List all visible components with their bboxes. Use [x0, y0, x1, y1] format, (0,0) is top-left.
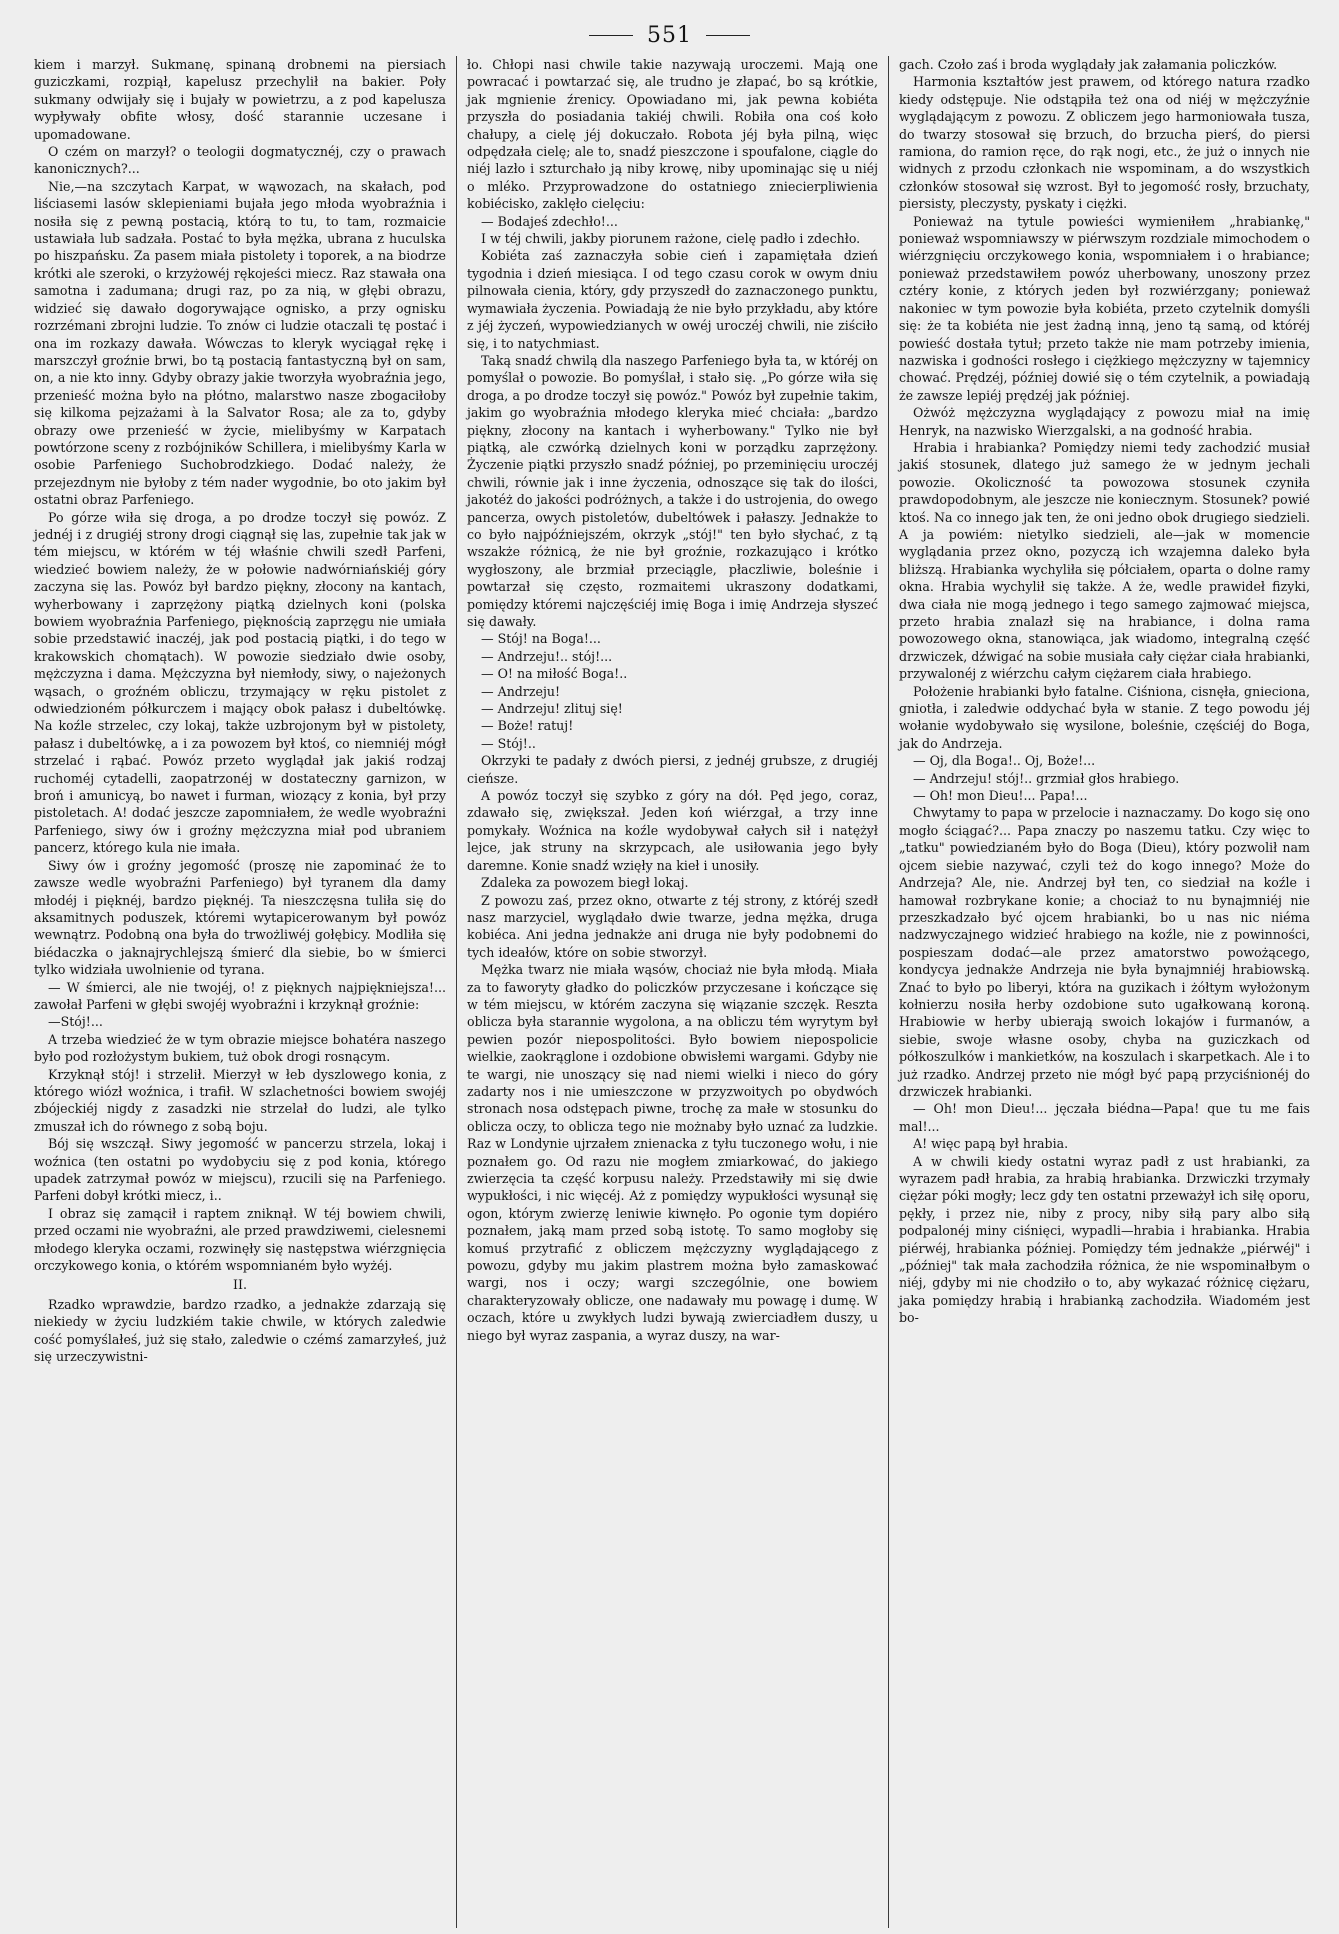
- header-rule-right: [706, 35, 750, 36]
- paragraph: — Stój! na Boga!...: [481, 631, 601, 647]
- paragraph: — O! na miłość Boga!..: [481, 666, 628, 682]
- paragraph: Ożwóż mężczyzna wyglądający z powozu miał na imię Henryk, na nazwisko Wierzgalski, a na godność hrabia.: [899, 405, 1310, 438]
- paragraph: Zdaleka za powozem biegł lokaj.: [481, 875, 689, 891]
- paragraph: Okrzyki te padały z dwóch piersi, z jednéj grubsze, z drugiéj cieńsze.: [467, 753, 878, 786]
- paragraph: — Andrzeju!.. stój!...: [481, 648, 613, 664]
- paragraph: Taką snadź chwilą dla naszego Parfeniego była ta, w któréj on pomyślał o powozie. Bo pomyślał, i stało się. „Po górze wiła się droga, a po drodze toczył się powóz." Powóz był zupełnie takim, jakim go wyobraźnia młodego kleryka mieć chciała: „bardzo piękny, złocony na kantach i wyherbowany." Tylko nie był piątką, ale czwórką dzielnych koni w porządku zaprzężony. Życzenie piątki przyszło snadź później, po przeminięciu uroczéj chwili, równie jak i inne życzenia, odnoszące się tak do ilości, jakotéż do jakości podróżnych, a także i do ustrojenia, do owego pancerza, owych pistoletów, dubeltówek i pałaszy. Jednakże to co było najpóźniejszém, okrzyk „stój!" ten było słychać, z tą wszakże różnicą, że nie był groźnie, rozkazująco i krótko wygłoszony, ale brzmiał przeciągle, płaczliwie, boleśnie i powtarzał się często, rozmaitemi ukraszony dodatkami, pomiędzy któremi najczęściéj imię Boga i imię Andrzeja słyszeć się dawały.: [467, 352, 878, 629]
- paragraph: A w chwili kiedy ostatni wyraz padł z ust hrabianki, za wyrazem padł hrabia, za hrabią hrabianka. Drzwiczki trzymały ciężar póki mogły; lecz gdy ten ostatni przeważył ich siłę oporu, pękły, i przez nie, niby z procy, niby siłą pary albo siłą podpalonéj miny ciśnięci, wypadli—hrabia i hrabianka. Hrabia piérwéj, hrabianka później. Pomiędzy tém jednakże „piérwéj" i „później" tak mała zachodziła różnica, że nie wspominałbym o niéj, gdyby mi nie chodziło o to, aby wykazać różnicę ciężaru, jaka pomiędzy hrabią i hrabianką zachodziła. Wiadomém jest bo-: [899, 1153, 1310, 1326]
- paragraph: — Andrzeju! stój!.. grzmiał głos hrabiego.: [913, 770, 1180, 786]
- header-rule-left: [589, 35, 633, 36]
- paragraph: ło. Chłopi nasi chwile takie nazywają uroczemi. Mają one powracać i powtarzać się, ale trudno je złapać, bo są krótkie, jak mgnienie źrenicy. Opowiadano mi, jak pewna kobiéta przyszła do posiadania takiéj chwili. Robiła ona coś koło chałupy, a cielę jéj dokuczało. Robota jéj była pilną, więc odpędzała cielę; ale to, snadź pieszczone i spoufalone, ciągle do niéj lazło i szturchało ją niby krowę, niby upominając się u niéj o mléko. Przyprowadzone do ostatniego zniecierpliwienia kobiécisko, zaklęło cielęciu:: [467, 57, 878, 212]
- paragraph: O czém on marzył? o teologii dogmatycznéj, czy o prawach kanonicznych?...: [34, 144, 446, 177]
- paragraph: Po górze wiła się droga, a po drodze toczył się powóz. Z jednéj i z drugiéj strony drogi ciągnął się las, zupełnie tak jak w tém miejscu, w którém w téj właśnie chwili szedł Parfeni, wiedzieć bowiem należy, że w połowie nadwórniańskiéj góry zaczyna się las. Powóz był bardzo piękny, złocony na kantach, wyherbowany i zaprzężony piątką dzielnych koni (polska bowiem wyobraźnia Parfeniego, pięknością zaprzęgu nie umiała sobie przedstawić inaczéj, jak pod postacią piątki, i do tego w krakowskich chomątach). W powozie siedziało dwie osoby, mężczyzna i dama. Mężczyzna był niemłody, siwy, o najeżonych wąsach, o groźném obliczu, trzymający w ręku pistolet z odwiedzioném półkurczem i mający obok pałasz i dubeltówkę. Na koźle strzelec, czy lokaj, także uzbrojonym był w pistolety, pałasz i dubeltówkę, a i za powozem był ktoś, co niemniéj mógł strzelać i rąbać. Powóz przeto wyglądał jak jakiś rodzaj ruchoméj cytadelli, zaopatrzonéj w dostateczny garnizon, w broń i amunicyą, bo nawet i furman, wiozący z konia, był przy pistoletach. A! dodać jeszcze zapomniałem, że wedle wyobraźni Parfeniego, siwy ów i groźny mężczyzna miał pod ubraniem pancerz, którego kula nie imała.: [34, 509, 446, 856]
- paragraph: Bój się wszczął. Siwy jegomość w pancerzu strzela, lokaj i woźnica (ten ostatni po wydobyciu się z pod konia, którego upadek zatrzymał powóz w miejscu), rzucili się na Parfeniego. Parfeni dobył krótki miecz, i..: [34, 1136, 446, 1204]
- paragraph: kiem i marzył. Sukmanę, spinaną drobnemi na piersiach guziczkami, rozpiął, kapelusz przechylił na bakier. Poły sukmany odwijały się i bujały w powietrzu, a z pod kapelusza wypływały obfite włosy, dość starannie uczesane i upomadowane.: [34, 57, 446, 142]
- paragraph: Kobiéta zaś zaznaczyła sobie cień i zapamiętała dzień tygodnia i dzień miesiąca. I od tego czasu corok w owym dniu pilnowała cienia, który, gdy przyszedł do zaznaczonego punktu, wymawiała życzenia. Powiadają że nie było przykładu, aby które z jéj życzeń, wypowiedzianych w owéj uroczéj chwili, nie ziściło się, i to natychmiast.: [467, 248, 878, 351]
- paragraph: — Boże! ratuj!: [481, 718, 574, 734]
- paragraph: — Andrzeju!: [481, 683, 561, 699]
- paragraph: — Oj, dla Boga!.. Oj, Boże!...: [913, 753, 1096, 769]
- text-columns: [24, 56, 1320, 1928]
- paragraph: — Oh! mon Dieu!... Papa!...: [913, 788, 1088, 804]
- paragraph: Krzyknął stój! i strzelił. Mierzył w łeb dyszlowego konia, z którego wiózł woźnica, i trafił. W szlachetności bowiem swojéj zbójeckiéj nigdy z zasadzki nie strzelał do ludzi, ale tylko zmuszał ich do równego z sobą boju.: [34, 1066, 446, 1134]
- paragraph: Harmonia kształtów jest prawem, od którego natura rzadko kiedy odstępuje. Nie odstąpiła też ona od niéj w mężczyźnie wyglądającym z powozu. Z obliczem jego harmoniowała tusza, do twarzy stosował się brzuch, do brzucha pierś, do piersi ramiona, do ramion ręce, do rąk nogi, etc., że już o innych nie widnych z przodu członkach nie wspominam, a do wszystkich członków stosował się wzrost. Był to jegomość rosły, brzuchaty, piersisty, pleczysty, pyskaty i ciężki.: [899, 74, 1310, 212]
- paragraph: I w téj chwili, jakby piorunem rażone, cielę padło i zdechło.: [481, 231, 861, 247]
- paragraph: gach. Czoło zaś i broda wyglądały jak załamania policzków.: [899, 57, 1278, 72]
- page-number: 551: [647, 22, 692, 48]
- paragraph: I obraz się zamącił i raptem zniknął. W téj bowiem chwili, przed oczami nie wyobraźni, ale przed prawdziwemi, cielesnemi młodego kleryka oczami, rozwinęły się następstwa wiérzgnięcia orczykowego konia, o którém wspomnianém było wyżéj.: [34, 1205, 446, 1274]
- paragraph: Chwytamy to papa w przelocie i naznaczamy. Do kogo się ono mogło ściągać?... Papa znaczy po naszemu tatku. Czy więc to „tatku" powiedzianém było do Boga (Dieu), który pozwolił nam ojcem siebie nazywać, czyli też do kogo innego? Może do Andrzeja? Ale, nie. Andrzej był ten, co siedział na koźle i hamował rozbrykane konie; a chociaż to nu bynajmniéj nie przeszkadzało być ojcem hrabianki, bo u nas nic niéma nadzwyczajnego widzieć hrabiego na koźle, nie z powinności, pospieszam dodać—ale przez amatorstwo powożącego, kondycya jednakże Andrzeja nie była bynajmniéj hrabiowską. Znać to było po liberyi, która na guzikach i żółtym wyłożonym kołnierzu nosiła herby ozdobione suto ugałkowaną koroną. Hrabiowie w herby ubierają swoich lokajów i furmanów, a siebie, swoje własne osoby, chyba na guziczkach od półkoszulków i mankietków, na koszulach i skarpetkach. Ale i to już rzadko. Andrzej przeto nie mógł być papą przyciśnionéj do drzwiczek hrabianki.: [899, 805, 1310, 1099]
- paragraph: Mężka twarz nie miała wąsów, chociaż nie była młodą. Miała za to faworyty gładko do policzków przyczesane i kończące się w tém miejscu, w którém zaczyna się wiązanie szczęk. Reszta oblicza była starannie wygolona, a na obliczu tém wyrytym był pewien pozór niepospolitości. Było bowiem niepospolicie wielkie, zaokrąglone i ozdobione obwisłemi wargami. Gdyby nie te wargi, nie unoszący się nad niemi wielki i nieco do góry zadarty nos i nie umieszczone w przyzwoitych po obydwóch stronach nosa odstępach piwne, trochę za małe w stosunku do oblicza oczy, to oblicza tego nie możnaby było uznać za ludzkie. Raz w Londynie ujrzałem znienacka z tyłu tuczonego wołu, i nie poznałem go. Od razu nie mogłem zmiarkować, do jakiego zwierzęcia ta część korpusu należy. Przedstawiły mi się dwie wypukłości, i nic więcéj. Aż z pomiędzy wypukłości wysunął się ogon, którym zwierzę leniwie kiwnęło. Po ogonie tym dopiéro poznałem, jaką mam przed sobą istotę. To samo mogłoby się komuś przytrafić z obliczem mężczyzny wyglądającego z powozu, gdyby mu jakim plastrem można było zamaskować wargi, nos i oczy; wargi szczególnie, one bowiem charakteryzowały oblicze, one nadawały mu powagę i dumę. W oczach, które u zwykłych ludzi bywają zwierciadłem duszy, u niego był wyraz zaspania, a wyraz duszy, na war-: [467, 962, 878, 1343]
- column-1: [24, 56, 456, 1928]
- paragraph: — Oh! mon Dieu!... jęczała biédna—Papa! que tu me fais mal!...: [899, 1101, 1310, 1134]
- column-2: [456, 56, 888, 1928]
- paragraph: — Bodajeś zdechło!...: [481, 213, 618, 229]
- paragraph: Położenie hrabianki było fatalne. Ciśniona, cisnęła, gnieciona, gniotła, i zaledwie oddychać była w stanie. Z tego powodu jéj wołanie wydobywało się wysilone, boleśnie, częściéj do Boga, jak do Andrzeja.: [899, 683, 1310, 751]
- paragraph: A powóz toczył się szybko z góry na dół. Pęd jego, coraz, zdawało się, zwiększał. Jeden koń wiérzgał, a trzy inne pomykały. Woźnica na koźle wydobywał całych sił i natężył lejce, jak struny na skrzypcach, ale usiłowania jego były daremne. Konie snadź wzięły na kieł i unosiły.: [467, 788, 878, 873]
- paragraph: Hrabia i hrabianka? Pomiędzy niemi tedy zachodzić musiał jakiś stosunek, dlatego już samego że w jednym jechali powozie. Okoliczność ta powozowa stosunek czyniła prawdopodobnym, ale jeszcze nie koniecznym. Stosunek? powié ktoś. Na co innego jak ten, że oni jedno obok drugiego siedzieli. A ja powiém: nietylko siedzieli, ale—jak w momencie wyglądania przez okno, pozyczą ich wzajemna daleko była bliższą. Hrabianka wychyliła się półciałem, oparta o dolne ramy okna. Hrabia wychylił się także. A że, wedle prawideł fizyki, dwa ciała nie mogą jednego i tego samego zajmować miejsca, przeto hrabia znalazł się na hrabiance, i dolna rama powozowego okna, stanowiąca, jak wiadomo, integralną część drzwiczek, dźwigać na sobie musiała cały ciężar ciała hrabianki, przywalonéj z wiérzchu całym ciężarem ciała hrabiego.: [899, 439, 1310, 682]
- column-3: [888, 56, 1320, 1928]
- paragraph: — Andrzeju! zlituj się!: [481, 701, 623, 717]
- paragraph: Siwy ów i groźny jegomość (proszę nie zapominać że to zawsze wedle wyobraźni Parfeniego) był tyranem dla damy młodéj i pięknéj, bardzo pięknéj. Ta nieszczęsna tuliła się do aksamitnych poduszek, któremi wytapicerowanym był powóz wewnątrz. Podobną ona była do trwożliwéj gołębicy. Modliła się biédaczka o jaknajrychlejszą śmierć dla siebie, bo w śmierci tylko widziała uwolnienie od tyrana.: [34, 857, 446, 978]
- paragraph: — W śmierci, ale nie twojéj, o! z pięknych najpiękniejsza!... zawołał Parfeni w głębi swojéj wyobraźni i krzyknął groźnie:: [34, 979, 446, 1012]
- page-header: [0, 18, 1339, 52]
- section-heading: II.: [233, 1277, 247, 1293]
- paragraph: Z powozu zaś, przez okno, otwarte z téj strony, z któréj szedł nasz marzyciel, wyglądało dwie twarze, jedna mężka, druga kobiéca. Ani jedna jednakże ani druga nie były podobnemi do tych ideałów, które on sobie stworzył.: [467, 892, 878, 960]
- paragraph: A! więc papą był hrabia.: [913, 1136, 1069, 1152]
- paragraph: Ponieważ na tytule powieści wymieniłem „hrabiankę," ponieważ wspomniawszy w piérwszym rozdziale mimochodem o wiérzgnięciu orczykowego konia, wspomniałem i o hrabiance; ponieważ przedstawiłem powóz uherbowany, unoszony przez cztéry konie, z których jeden był rozwiérzgany; ponieważ nakoniec w tym powozie była kobiéta, przeto czytelnik domyśli się: że ta kobiéta nie jest żadną inną, jeno tą samą, od któréj powieść dostała tytuł; przeto także nie mam potrzeby imienia, nazwiska i godności rosłego i ciężkiego mężczyzny w tajemnicy chować. Prędzéj, później dowié się o tém czytelnik, a powiadają że zawsze lepiéj prędzéj jak później.: [899, 213, 1310, 403]
- paragraph: A trzeba wiedzieć że w tym obrazie miejsce bohatéra naszego było pod rozłożystym bukiem, tuż obok drogi rosnącym.: [34, 1031, 446, 1065]
- paragraph: — Stój!..: [481, 735, 536, 751]
- paragraph: Rzadko wprawdzie, bardzo rzadko, a jednakże zdarzają się niekiedy w życiu ludzkiém takie chwile, w których zaledwie cość pomyślałeś, już się stało, zaledwie o czémś zamarzyłeś, już się urzeczywistni-: [34, 1296, 446, 1365]
- paragraph: —Stój!...: [48, 1014, 103, 1030]
- paragraph: Nie,—na szczytach Karpat, w wąwozach, na skałach, pod liściasemi lasów sklepieniami bujała jego młoda wyobraźnia i nosiła się z pewną postacią, którą to tu, to tam, rozmaicie ustawiała lub sadzała. Postać to była mężka, ubrana z huculska po hiszpańsku. Za pasem miała pistolety i toporek, a na biodrze krótki ale szeroki, o krzyżowéj rękojeści miecz. Raz stawała ona samotna i zadumana; drugi raz, po za nią, w głębi obrazu, widzieć się dawało dogorywające ognisko, a przy ognisku rozrzémani zbrojni ludzie. To znów ci ludzie otaczali tę postać i ona im rozkazy dawała. Wówczas to kleryk wyciągał rękę i marszczył groźnie brwi, bo tą postacią fantastyczną był on sam, on, a nie kto inny. Gdyby obrazy jakie tworzyła wyobraźnia jego, przenieść można było na płótno, malarstwo nasze zbogaciłoby się kilkoma pejzażami à la Salvator Rosa; ale za to, gdyby obrazy owe przenieść w życie, mielibyśmy w Karpatach powtórzone sceny z rozbójników Schillera, i mielibyśmy Karla w osobie Parfeniego Suchobrodzkiego. Dodać należy, że przejezdnym nie byłoby z tém nader wygodnie, bo oto jakim był ostatni obraz Parfeniego.: [34, 178, 446, 508]
